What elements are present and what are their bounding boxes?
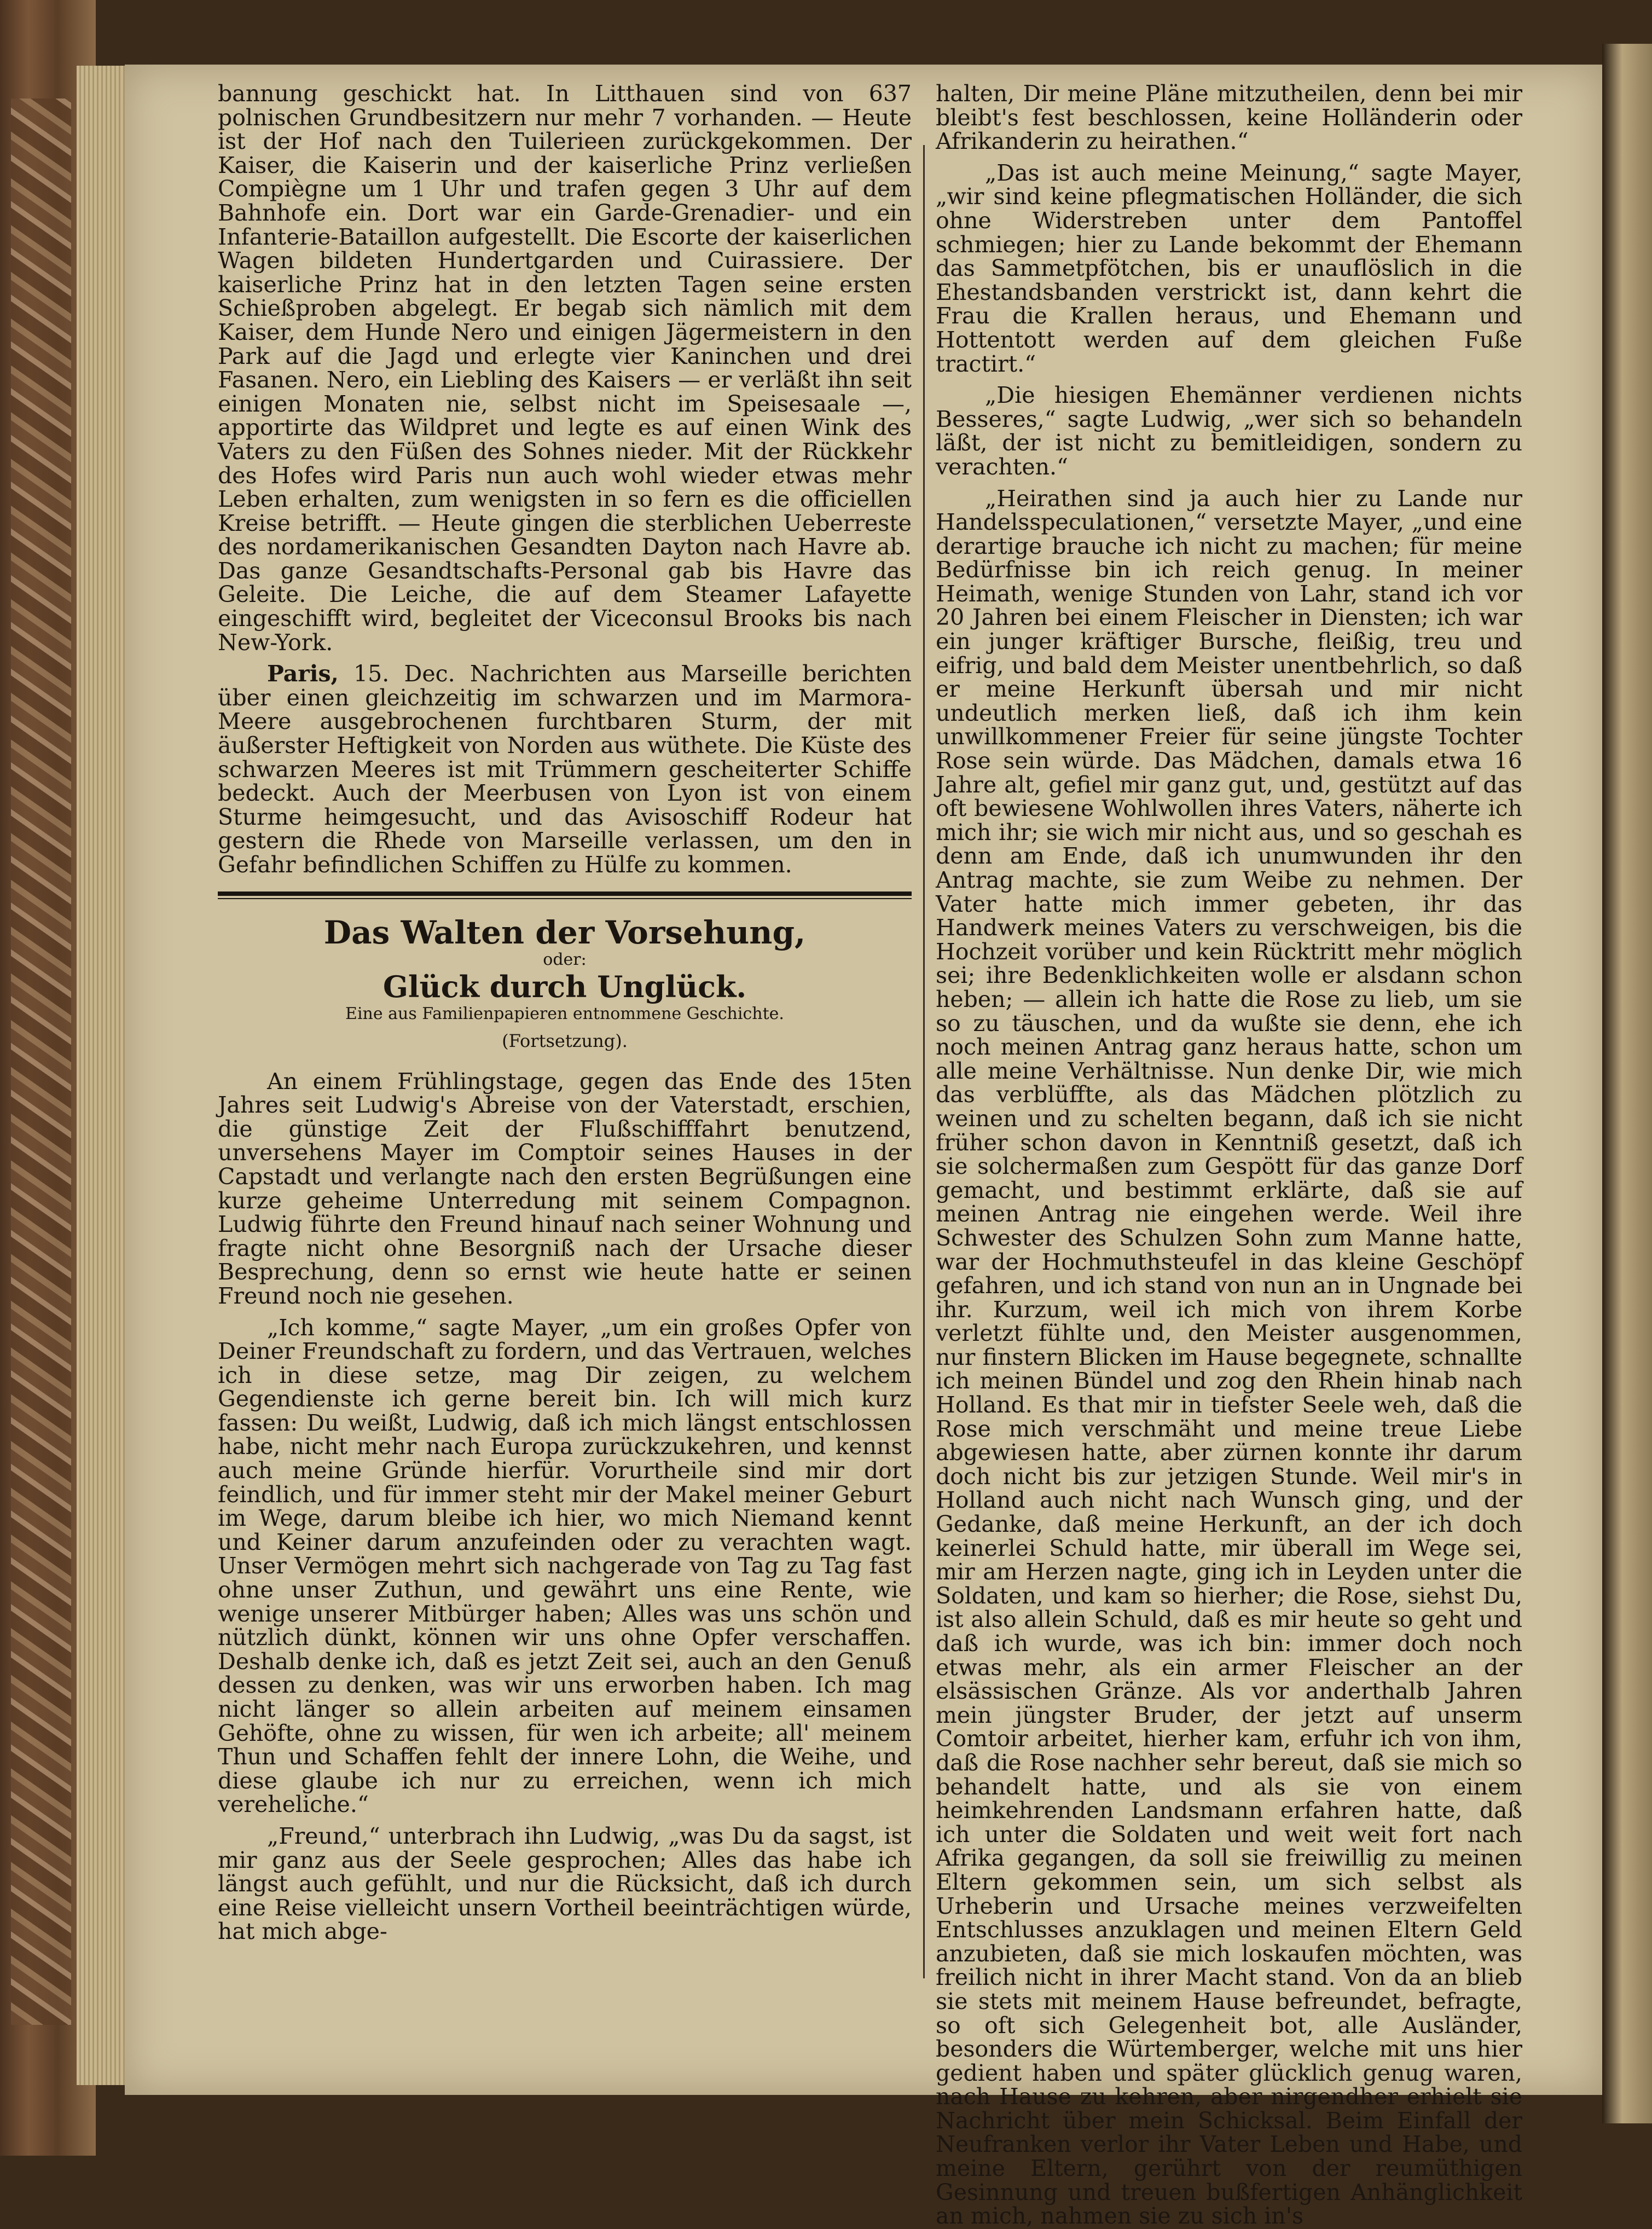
story-paragraph: „Die hiesigen Ehemänner verdienen nichts Besseres,“ sagte Ludwig, „wer sich so behandeln läßt, der ist nicht zu bemitleidigen, sondern zu verachten.“: [936, 382, 1522, 480]
news-paragraph: bannung geschickt hat. In Litthauen sind von 637 polnischen Grundbesitzern nur mehr 7 vorhanden. — Heute ist der Hof nach den Tuilerieen zurückgekommen. Der Kaiser, die Kaiserin und der kaiserliche Prinz verließen Compiègne um 1 Uhr und trafen gegen 3 Uhr auf dem Bahnhofe ein. Dort war ein Garde-Grenadier- und ein Infanterie-Bataillon aufgestellt. Die Escorte der kaiserlichen Wagen bildeten Hundertgarden und Cuirassiere. Der kaiserliche Prinz hat in den letzten Tagen seine ersten Schießproben abgelegt. Er begab sich nämlich mit dem Kaiser, dem Hunde Nero und einigen Jägermeistern in den Park auf die Jagd und erlegte vier Kaninchen und drei Fasanen. Nero, ein Liebling des Kaisers — er verläßt ihn seit einigen Monaten nie, selbst nicht im Speisesaale —, apportirte das Wildpret und legte es auf einen Wink des Vaters zu den Füßen des Sohnes nieder. Mit der Rückkehr des Hofes wird Paris nun auch wohl wieder etwas mehr Leben erhalten, zum wenigsten in so fern es die officiellen Kreise betrifft. — Heute gingen die sterblichen Ueberreste des nordamerikanischen Gesandten Dayton nach Havre ab. Das ganze Gesandtschafts-Personal gab bis Havre das Geleite. Die Leiche, die auf dem Steamer Lafayette eingeschifft wird, begleitet der Viceconsul Brooks bis nach New-York.: [218, 80, 912, 656]
story-paragraph: „Heirathen sind ja auch hier zu Lande nur Handelsspeculationen,“ versetzte Mayer, „und eine derartige brauche ich nicht zu machen; für meine Bedürfnisse bin ich reich genug. In meiner Heimath, wenige Stunden von Lahr, stand ich vor 20 Jahren bei einem Fleischer in Diensten; ich war ein junger kräftiger Bursche, fleißig, treu und eifrig, und bald dem Meister unentbehrlich, so daß er meine Herkunft übersah und mir nicht undeutlich merken ließ, daß ich ihm kein unwillkommener Freier für seine jüngste Tochter Rose sein würde. Das Mädchen, damals etwa 16 Jahre alt, gefiel mir ganz gut, und, gestützt auf das oft bewiesene Wohlwollen ihres Vaters, näherte ich mich ihr; sie wich mir nicht aus, und so geschah es denn am Ende, daß ich unumwunden ihr den Antrag machte, sie zum Weibe zu nehmen. Der Vater hatte mich immer gebeten, ihr das Handwerk meines Vaters zu verschweigen, bis die Hochzeit vorüber und kein Rücktritt mehr möglich sei; ihre Bedenklichkeiten wolle er alsdann schon heben; — allein ich hatte die Rose zu lieb, um sie so zu täuschen, und da wußte sie denn, ehe ich noch meinen Antrag ganz heraus hatte, schon um alle meine Verhältnisse. Nun denke Dir, wie mich das verblüffte, als das Mädchen plötzlich zu weinen und zu schelten begann, daß ich sie nicht früher schon davon in Kenntniß gesetzt, daß ich sie solchermaßen zum Gespött für das ganze Dorf gemacht, und bestimmt erklärte, daß sie auf meinen Antrag nie eingehen werde. Weil ihre Schwester des Schulzen Sohn zum Manne hatte, war der Hochmuthsteufel in das kleine Geschöpf gefahren, und ich stand von nun an in Ungnade bei ihr. Kurzum, weil ich mich von ihrem Korbe verletzt fühlte und, den Meister ausgenommen, nur finstern Blicken im Hause begegnete, schnallte ich meinen Bündel und zog den Rhein hinab nach Holland. Es that mir in tiefster Seele weh, daß die Rose mich verschmäht und meine treue Liebe abgewiesen hatte, aber zürnen konnte ihr darum doch nicht bis zur jetzigen Stunde. Weil mir's in Holland auch nicht nach Wunsch ging, und der Gedanke, daß meine Herkunft, an der ich doch keinerlei Schuld hatte, mir überall im Wege sei, mir am Herzen nagte, ging ich in Leyden unter die Soldaten, und kam so hierher; die Rose, siehst Du, ist also allein Schuld, daß es mir heute so geht und daß ich wurde, was ich bin: immer doch noch etwas mehr, als ein armer Fleischer an der elsässischen Gränze. Als vor anderthalb Jahren mein jüngster Bruder, der jetzt auf unserm Comtoir arbeitet, hierher kam, erfuhr ich von ihm, daß die Rose nachher sehr bereut, daß sie mich so behandelt hatte, und als sie von einem heimkehrenden Landsmann erfahren hatte, daß ich unter die Soldaten und weit weit fort nach Afrika gegangen, da soll sie freiwillig zu meinen Eltern gekommen sein, um sich selbst als Urheberin und Ursache meines verzweifelten Entschlusses anzuklagen und meinen Eltern Geld anzubieten, daß sie mich loskaufen möchten, was freilich nicht in ihrer Macht stand. Von da an blieb sie stets mit meinem Hause befreundet, befragte, so oft sich Gelegenheit bot, alle Ausländer, besonders die Würtemberger, welche mit uns hier gedient haben und später glücklich genug waren, nach Hause zu kehren, aber nirgendher erhielt sie Nachricht über mein Schicksal. Beim Einfall der Neufranken verlor ihr Vater Leben und Habe, und meine Eltern, gerührt von der reumüthigen Gesinnung und treuen bußfertigen Anhänglichkeit an mich, nahmen sie zu sich in's: [936, 485, 1522, 2229]
next-page-edge: [1602, 44, 1652, 2123]
right-column: [936, 82, 1522, 2228]
story-paragraph: „Freund,“ unterbrach ihn Ludwig, „was Du da sagst, ist mir ganz aus der Seele gesprochen; Alles das habe ich längst auch gefühlt, und nur die Rücksicht, daß ich durch eine Reise vielleicht unsern Vortheil beeinträchtigen würde, hat mich abge-: [218, 1822, 912, 1945]
paris-text: 15. Dec. Nachrichten aus Marseille berichten über einen gleichzeitig im schwarzen und im Marmora-Meere ausgebrochenen furchtbaren Sturm, der mit äußerster Heftigkeit von Norden aus wüthete. Die Küste des schwarzen Meeres ist mit Trümmern gescheiterter Schiffe bedeckt. Auch der Meerbusen von Lyon ist von einem Sturme heimgesucht, und das Avisoschiff Rodeur hat gestern die Rhede von Marseille verlassen, um den in Gefahr befindlichen Schiffen zu Hülfe zu kommen.: [218, 661, 912, 878]
story-title: Das Walten der Vorsehung,: [323, 913, 806, 951]
section-separator: [218, 891, 912, 899]
page-edges: [77, 66, 126, 2085]
story-paragraph: halten, Dir meine Pläne mitzutheilen, denn bei mir bleibt's fest beschlossen, keine Holländerin oder Afrikanderin zu heirathen.“: [936, 80, 1522, 155]
story-paragraph: „Ich komme,“ sagte Mayer, „um ein großes Opfer von Deiner Freundschaft zu fordern, und das Vertrauen, welches ich in diese setze, mag Dir zeigen, zu welchem Gegendienste ich gerne bereit bin. Ich will mich kurz fassen: Du weißt, Ludwig, daß ich mich längst entschlossen habe, nicht mehr nach Europa zurückzukehren, und kennst auch meine Gründe hierfür. Vorurtheile sind mir dort feindlich, und für immer steht mir der Makel meiner Geburt im Wege, darum bleibe ich hier, wo mich Niemand kennt und Keiner darum anzufeinden oder zu verachten wagt. Unser Vermögen mehrt sich nachgerade von Tag zu Tag fast ohne unser Zuthun, und gewährt uns eine Rente, wie wenige unserer Mitbürger haben; Alles was uns schön und nützlich dünkt, können wir uns ohne Opfer verschaffen. Deshalb denke ich, daß es jetzt Zeit sei, auch an den Genuß dessen zu denken, was wir uns erworben haben. Ich mag nicht länger so allein arbeiten auf meinem einsamen Gehöfte, ohne zu wissen, für wen ich arbeite; all' meinem Thun und Schaffen fehlt der innere Lohn, die Weihe, und diese glaube ich nur zu erreichen, wenn ich mich vereheliche.“: [218, 1314, 912, 1818]
story-source: Eine aus Familienpapieren entnommene Geschichte.: [345, 1004, 784, 1024]
marbled-edge: [11, 99, 71, 2025]
left-column: [218, 82, 912, 1944]
story-oder: oder:: [543, 950, 587, 970]
story-continuation: (Fortsetzung).: [502, 1030, 628, 1051]
column-rule: [923, 145, 925, 1978]
story-subtitle: Glück durch Unglück.: [382, 969, 747, 1004]
dateline-city: Paris,: [267, 661, 339, 687]
story-paragraph: An einem Frühlingstage, gegen das Ende des 15ten Jahres seit Ludwig's Abreise von der Vaterstadt, erschien, die günstige Zeit der Flußschifffahrt benutzend, unversehens Mayer im Comptoir seines Hauses in der Capstadt und verlangte nach den ersten Begrüßungen eine kurze geheime Unterredung mit seinem Compagnon. Ludwig führte den Freund hinauf nach seiner Wohnung und fragte nicht ohne Besorgniß nach der Ursache dieser Besprechung, denn so ernst wie heute hatte er seinen Freund noch nie gesehen.: [218, 1068, 912, 1309]
story-paragraph: „Das ist auch meine Meinung,“ sagte Mayer, „wir sind keine pflegmatischen Holländer, die sich ohne Widerstreben unter dem Pantoffel schmiegen; hier zu Lande bekommt der Ehemann das Sammetpfötchen, bis er unauflöslich in die Ehestandsbanden verstrickt ist, dann kehrt die Frau die Krallen heraus, und Ehemann und Hottentott werden auf dem gleichen Fuße tractirt.“: [936, 159, 1522, 377]
paris-paragraph: [218, 662, 912, 877]
